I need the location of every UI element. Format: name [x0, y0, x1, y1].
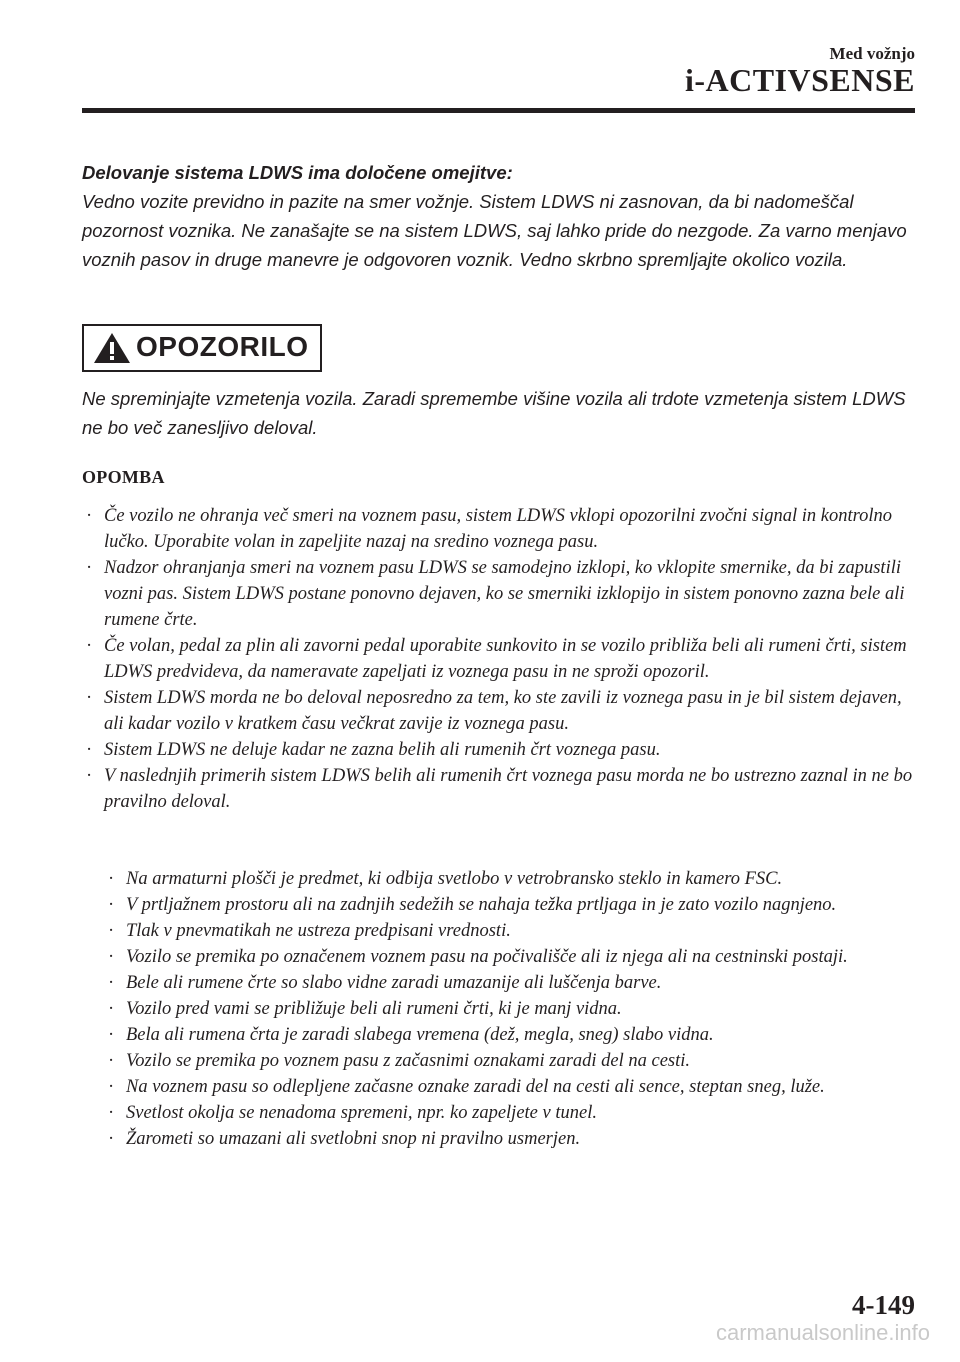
note-list	[82, 503, 922, 815]
warning-box	[82, 324, 322, 372]
note-item: · Nadzor ohranjanja smeri na voznem pasu LDWS se samodejno izklopi, ko vklopite smernike, da bi zapustili vozni pas. Sistem LDWS postane ponovno dejaven, ko se smerniki izklopijo in sistem ponovno zazna bele ali rumene črte.	[82, 555, 922, 633]
warning-title: OPOZORILO	[136, 331, 309, 362]
section-label: Med vožnjo	[829, 44, 915, 63]
note-item: · Sistem LDWS morda ne bo deloval neposredno za tem, ko ste zavili iz voznega pasu in je bil sistem dejaven, ali kadar vozilo v kratkem času večkrat zavije iz voznega pasu.	[82, 685, 922, 737]
note-subitem: · Vozilo se premika po voznem pasu z začasnimi oznakami zaradi del na cesti.	[104, 1048, 924, 1074]
note-sublist	[104, 866, 924, 1152]
note-subitem: · Bele ali rumene črte so slabo vidne zaradi umazanije ali luščenja barve.	[104, 970, 924, 996]
warning-text: Ne spreminjajte vzmetenja vozila. Zaradi spremembe višine vozila ali trdote vzmetenja sistem LDWS ne bo več zanesljivo deloval.	[82, 388, 906, 438]
page-title: i-ACTIVSENSE	[684, 62, 915, 98]
note-list-container	[82, 503, 922, 815]
note-subitem: · Na voznem pasu so odlepljene začasne oznake zaradi del na cesti ali sence, steptan sneg, luže.	[104, 1074, 924, 1100]
intro-block	[82, 158, 922, 274]
note-subitem: · Tlak v pnevmatikah ne ustreza predpisani vrednosti.	[104, 918, 924, 944]
note-subitem: · Na armaturni plošči je predmet, ki odbija svetlobo v vetrobransko steklo in kamero FSC.	[104, 866, 924, 892]
warning-triangle-icon	[93, 332, 131, 364]
watermark: carmanualsonline.info	[715, 1320, 930, 1345]
intro-body: Vedno vozite previdno in pazite na smer vožnje. Sistem LDWS ni zasnovan, da bi nadomeščal pozornost voznika. Ne zanašajte se na sistem LDWS, saj lahko pride do nezgode. Za varno menjavo voznih pasov in druge manevre je odgovoren voznik. Vedno skrbno spremljajte okolico vozila.	[82, 191, 907, 270]
note-subitem: · Bela ali rumena črta je zaradi slabega vremena (dež, megla, sneg) slabo vidna.	[104, 1022, 924, 1048]
note-item: · Če vozilo ne ohranja več smeri na voznem pasu, sistem LDWS vklopi opozorilni zvočni signal in kontrolno lučko. Uporabite volan in zapeljite nazaj na sredino voznega pasu.	[82, 503, 922, 555]
note-item: · Sistem LDWS ne deluje kadar ne zazna belih ali rumenih črt voznega pasu.	[82, 737, 922, 763]
note-item: · Če volan, pedal za plin ali zavorni pedal uporabite sunkovito in se vozilo približa beli ali rumeni črti, sistem LDWS predvideva, da nameravate zapeljati iz voznega pasu in ne sproži opozoril.	[82, 633, 922, 685]
page-number: 4-149	[852, 1290, 915, 1320]
intro-heading: Delovanje sistema LDWS ima določene omejitve:	[82, 162, 513, 183]
note-subitem: · Žarometi so umazani ali svetlobni snop ni pravilno usmerjen.	[104, 1126, 924, 1152]
note-subitem: · V prtljažnem prostoru ali na zadnjih sedežih se nahaja težka prtljaga in je zato vozilo nagnjeno.	[104, 892, 924, 918]
note-item: · V naslednjih primerih sistem LDWS belih ali rumenih črt voznega pasu morda ne bo ustrezno zaznal in ne bo pravilno deloval.	[82, 763, 922, 815]
note-subitem: · Vozilo pred vami se približuje beli ali rumeni črti, ki je manj vidna.	[104, 996, 924, 1022]
note-title: OPOMBA	[82, 467, 165, 487]
note-subitem: · Vozilo se premika po označenem voznem pasu na počivališče ali iz njega ali na cestninski postaji.	[104, 944, 924, 970]
note-subitem: · Svetlost okolja se nenadoma spremeni, npr. ko zapeljete v tunel.	[104, 1100, 924, 1126]
header-rule	[82, 108, 915, 113]
